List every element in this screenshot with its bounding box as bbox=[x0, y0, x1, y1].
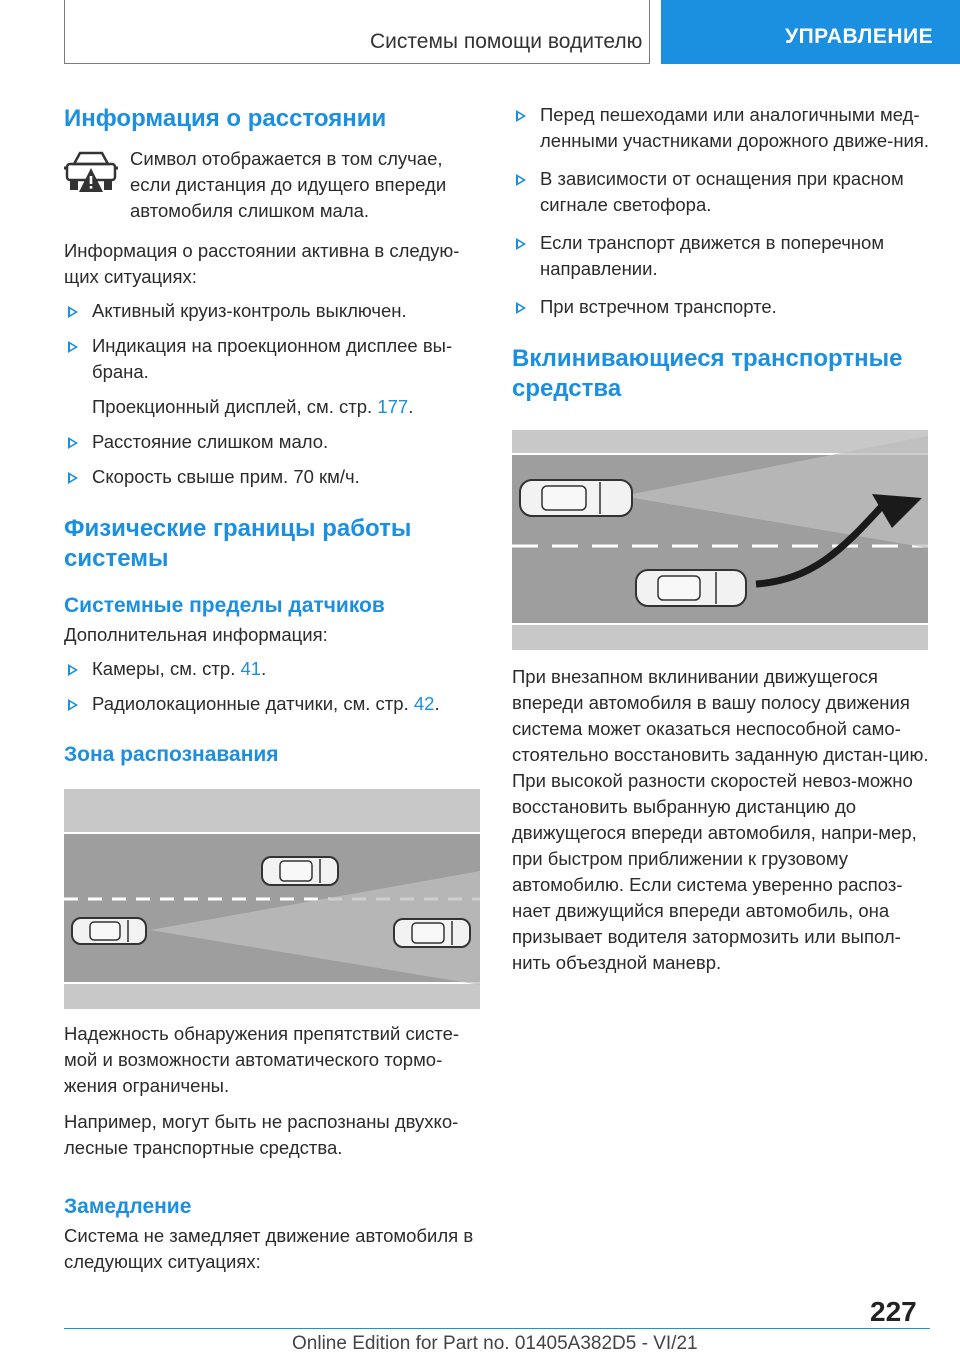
triangle-right-icon bbox=[516, 302, 526, 314]
list-item: Если транспорт движется в поперечном направлении. bbox=[512, 230, 930, 282]
symbol-block bbox=[64, 146, 482, 224]
page-number: 227 bbox=[870, 1296, 917, 1327]
triangle-right-icon bbox=[516, 238, 526, 250]
list-item: При встречном транспорте. bbox=[512, 294, 930, 320]
list-item: Радиолокационные датчики, см. стр. 42. bbox=[64, 691, 482, 717]
page-link-42[interactable]: 42 bbox=[413, 693, 435, 714]
cut-in-paragraph: При внезапном вклинивании движущегося впереди автомобиля в вашу полосу движения система может оказаться неспособной само-стоятельно восстановить заданную дистан-цию. При высокой разности скоростей невоз-можно восстановить выбранную дистанцию до движущегося впереди автомобиля, напри-мер, при быстром приближении к грузовому автомобилю. Если система уверенно распоз-нает движущийся впереди автомобиль, она призывает водителя затормозить или выпол-нить объездной маневр. bbox=[512, 666, 929, 973]
list-item: Индикация на проекционном дисплее вы-брана. bbox=[64, 333, 482, 385]
deceleration-list bbox=[512, 102, 930, 320]
triangle-right-icon bbox=[516, 174, 526, 186]
heading-physical-limits: Физические границы работы системы bbox=[64, 515, 412, 572]
detection-paragraph-1: Надежность обнаружения препятствий систе-мой и возможности автоматического тормо-жения ограничены. bbox=[64, 1023, 460, 1096]
triangle-right-icon bbox=[516, 110, 526, 122]
triangle-right-icon bbox=[68, 437, 78, 449]
car-icon bbox=[636, 570, 746, 606]
chapter-tab[interactable]: УПРАВЛЕНИЕ bbox=[661, 0, 960, 64]
car-icon bbox=[520, 480, 632, 516]
page-link-41[interactable]: 41 bbox=[240, 658, 262, 679]
detection-zone-illustration bbox=[64, 789, 480, 1009]
triangle-right-icon bbox=[68, 699, 78, 711]
page-link-177[interactable]: 177 bbox=[377, 396, 409, 417]
list-item: Скорость свыше прим. 70 км/ч. bbox=[64, 464, 482, 490]
edition-info: Online Edition for Part no. 01405A382D5 - VI/21 bbox=[292, 1333, 698, 1354]
list-item: Активный круиз-контроль выключен. bbox=[64, 298, 482, 324]
car-icon bbox=[262, 857, 338, 885]
sensor-intro: Дополнительная информация: bbox=[64, 624, 328, 645]
list-item: В зависимости от оснащения при красном сигнале светофора. bbox=[512, 166, 930, 218]
distance-list bbox=[64, 298, 482, 385]
heading-sensor-limits: Системные пределы датчиков bbox=[64, 594, 385, 617]
triangle-right-icon bbox=[68, 341, 78, 353]
hud-reference: Проекционный дисплей, см. стр. 177. bbox=[92, 396, 414, 417]
left-column bbox=[64, 100, 482, 1275]
car-warning-icon bbox=[64, 150, 118, 198]
triangle-right-icon bbox=[68, 664, 78, 676]
heading-detection-zone: Зона распознавания bbox=[64, 743, 279, 766]
heading-deceleration: Замедление bbox=[64, 1195, 192, 1218]
car-icon bbox=[394, 919, 470, 947]
deceleration-intro: Система не замедляет движение автомобиля в следующих ситуациях: bbox=[64, 1225, 474, 1272]
sensor-list bbox=[64, 656, 482, 717]
car-icon bbox=[72, 918, 146, 944]
right-column bbox=[512, 100, 930, 976]
list-item: Расстояние слишком мало. bbox=[64, 429, 482, 455]
section-title: Системы помощи водителю bbox=[370, 30, 643, 53]
heading-distance-info: Информация о расстоянии bbox=[64, 105, 387, 132]
cut-in-illustration bbox=[512, 430, 928, 650]
detection-paragraph-2: Например, могут быть не распознаны двухко-лесные транспортные средства. bbox=[64, 1111, 459, 1158]
distance-intro: Информация о расстоянии активна в следую-щих ситуациях: bbox=[64, 240, 460, 287]
distance-list-2 bbox=[64, 429, 482, 490]
triangle-right-icon bbox=[68, 472, 78, 484]
list-item: Камеры, см. стр. 41. bbox=[64, 656, 482, 682]
symbol-description: Символ отображается в том случае, если дистанция до идущего впереди автомобиля слишком мала. bbox=[130, 148, 447, 221]
triangle-right-icon bbox=[68, 306, 78, 318]
footer-divider bbox=[64, 1328, 930, 1329]
list-item: Перед пешеходами или аналогичными мед-ленными участниками дорожного движе-ния. bbox=[512, 102, 930, 154]
heading-cut-in-vehicles: Вклинивающиеся транспортные средства bbox=[512, 345, 903, 402]
